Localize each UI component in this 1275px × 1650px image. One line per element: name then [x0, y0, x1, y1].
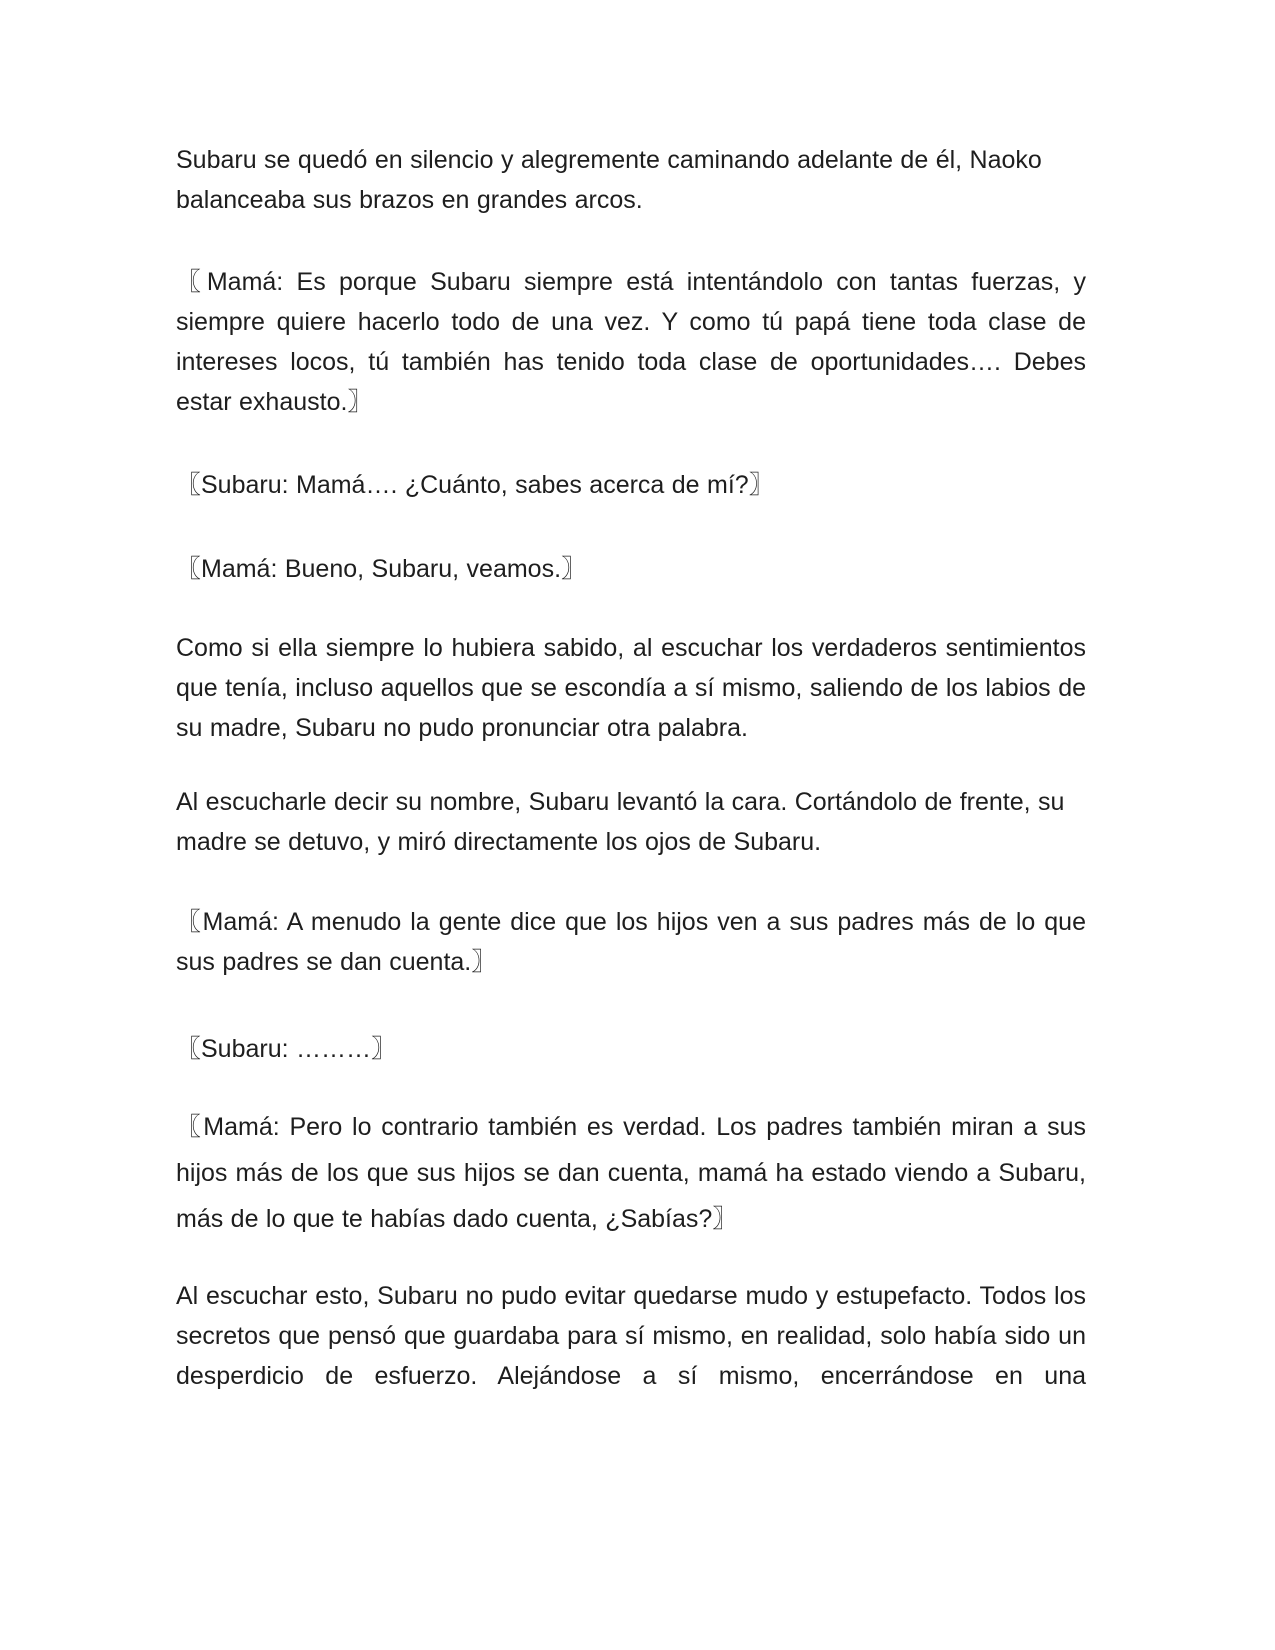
dialogue-mama-1: 〖Mamá: Es porque Subaru siempre está intentándolo con tantas fuerzas, y siempre quiere hacerlo todo de una vez. Y como tú papá tiene toda clase de intereses locos, tú también has tenido toda clase de oportunidades…. Debes estar exhausto.〗: [176, 268, 1086, 416]
dialogue-subaru-2: 〖Subaru: ………〗: [176, 1035, 397, 1063]
dialogue-mama-4: 〖Mamá: Pero lo contrario también es verdad. Los padres también miran a sus hijos más de los que sus hijos se dan cuenta, mamá ha estado viendo a Subaru, más de lo que te habías dado cuenta, ¿Sabías?〗: [176, 1113, 1086, 1233]
paragraph-narration-2: Como si ella siempre lo hubiera sabido, al escuchar los verdaderos sentimientos que tenía, incluso aquellos que se escondía a sí mismo, saliendo de los labios de su madre, Subaru no pudo pronunciar otra palabra.: [176, 634, 1086, 742]
dialogue-mama-2: 〖Mamá: Bueno, Subaru, veamos.〗: [176, 555, 587, 583]
dialogue-subaru-1: 〖Subaru: Mamá…. ¿Cuánto, sabes acerca de mí?〗: [176, 471, 774, 499]
paragraph-narration-3: Al escucharle decir su nombre, Subaru levantó la cara. Cortándolo de frente, su madre se detuvo, y miró directamente los ojos de Subaru.: [176, 788, 1065, 856]
dialogue-mama-3: 〖Mamá: A menudo la gente dice que los hijos ven a sus padres más de lo que sus padres se dan cuenta.〗: [176, 908, 1086, 976]
paragraph-narration-4: Al escuchar esto, Subaru no pudo evitar quedarse mudo y estupefacto. Todos los secretos que pensó que guardaba para sí mismo, en realidad, solo había sido un desperdicio de esfuerzo. Alejándose a sí mismo, encerrándose en una: [176, 1282, 1086, 1390]
paragraph-narration-1: Subaru se quedó en silencio y alegremente caminando adelante de él, Naoko balanceaba sus brazos en grandes arcos.: [176, 146, 1042, 214]
